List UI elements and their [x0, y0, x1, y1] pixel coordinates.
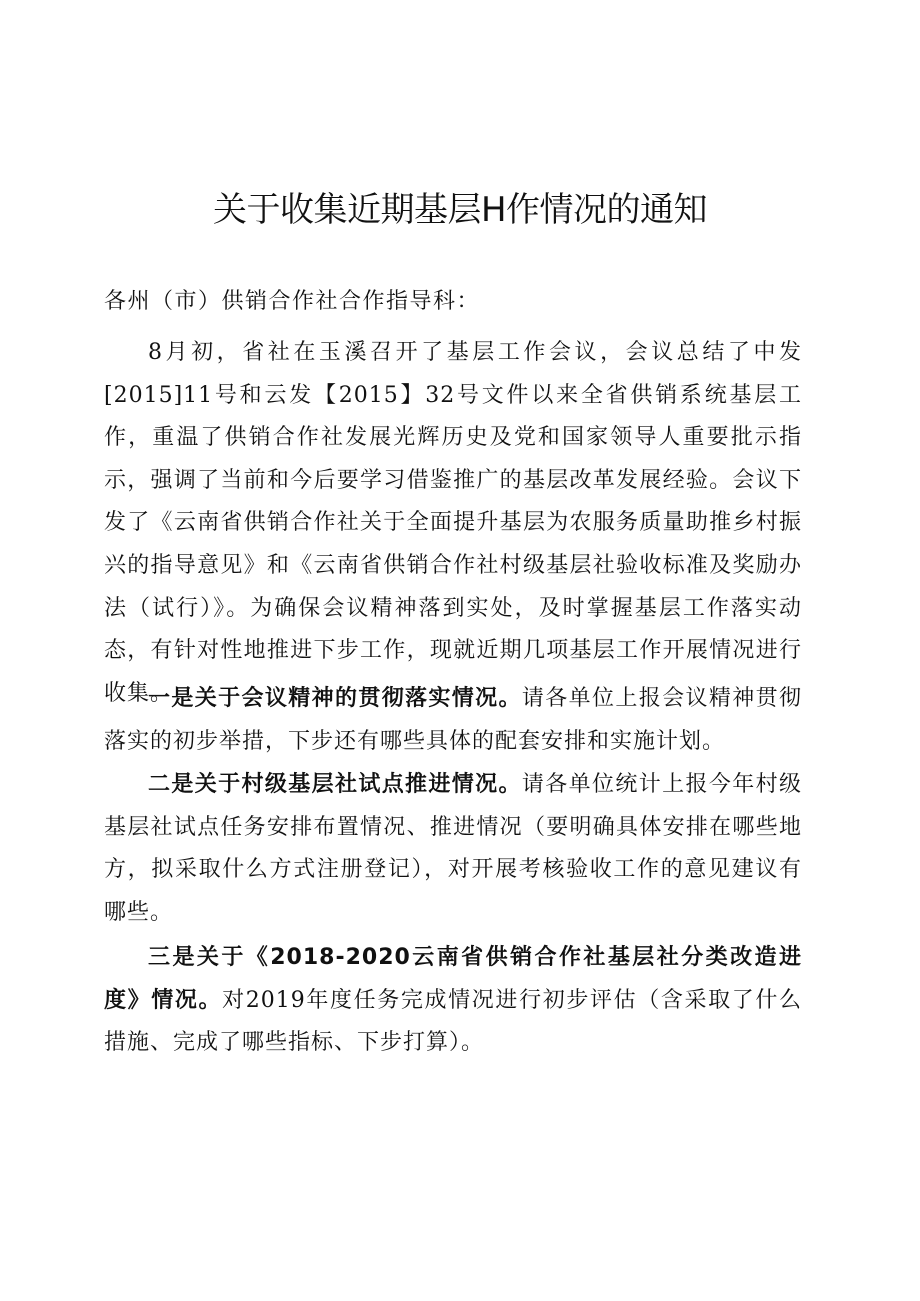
paragraph-lead: 三是关于《2018-2020云南省供销合作社基层社分类改造进度》情况。: [104, 945, 802, 1013]
paragraph-intro: [104, 332, 802, 715]
paragraph-item-2: [104, 764, 802, 934]
paragraph-lead: 二是关于村级基层社试点推进情况。: [148, 772, 522, 797]
paragraph-item-3: [104, 937, 802, 1065]
paragraph-body: 8月初，省社在玉溪召开了基层工作会议，会议总结了中发[2015]11号和云发【2015】32号文件以来全省供销系统基层工作，重温了供销合作社发展光辉历史及党和国家领导人重要批示指示，强调了当前和今后要学习借鉴推广的基层改革发展经验。会议下发了《云南省供销合作社关于全面提升基层为农服务质量助推乡村振兴的指导意见》和《云南省供销合作社村级基层社验收标准及奖励办法（试行）》。为确保会议精神落到实处，及时掌握基层工作落实动态，有针对性地推进下步工作，现就近期几项基层工作开展情况进行收集。: [104, 340, 802, 706]
document-title: 关于收集近期基层H作情况的通知: [212, 190, 708, 230]
paragraph-item-1: [104, 678, 802, 763]
paragraph-body: 请各单位上报会议精神贯彻落实的初步举措，下步还有哪些具体的配套安排和实施计划。: [104, 686, 802, 754]
paragraph-body: 对2019年度任务完成情况进行初步评估（含采取了什么措施、完成了哪些指标、下步打算）。: [104, 987, 802, 1056]
salutation: 各州（市）供销合作社合作指导科：: [104, 289, 481, 314]
paragraph-lead: 一是关于会议精神的贯彻落实情况。: [148, 686, 522, 711]
paragraph-body: 请各单位统计上报今年村级基层社试点任务安排布置情况、推进情况（要明确具体安排在哪些地方，拟采取什么方式注册登记），对开展考核验收工作的意见建议有哪些。: [104, 772, 802, 925]
